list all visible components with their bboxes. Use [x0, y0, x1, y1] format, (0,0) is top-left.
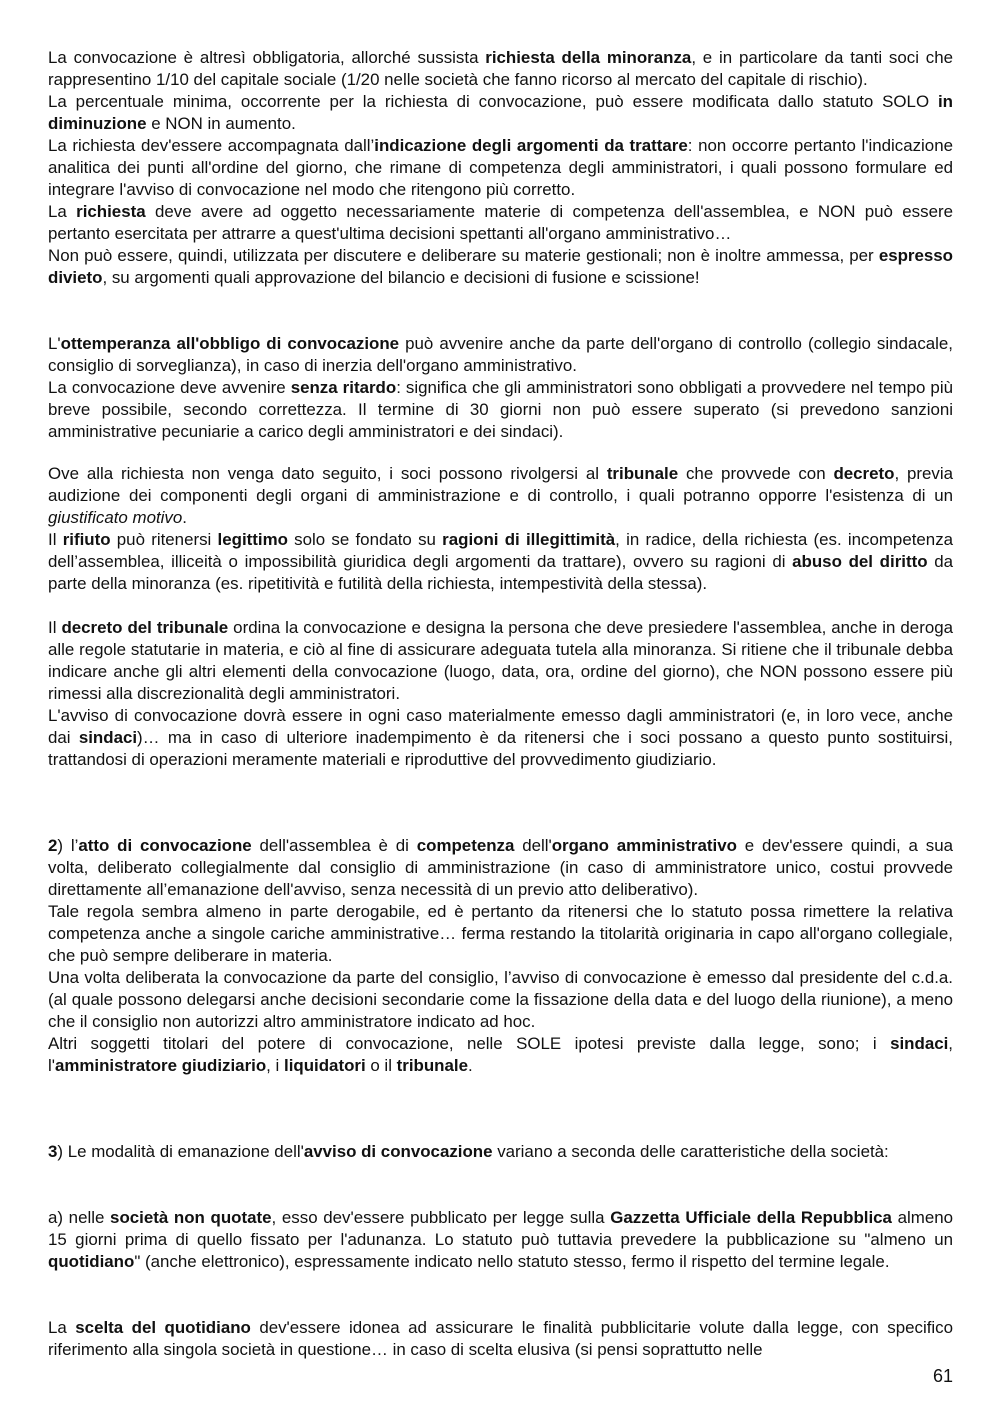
text-line	[48, 901, 953, 967]
paragraph-ottemperanza	[48, 333, 953, 443]
text-run: La richiesta dev'essere accompagnata dall’	[48, 136, 375, 155]
text-run: )… ma in caso di ulteriore inadempimento è da ritenersi che i soci possano a questo punto sostituirsi, trattandosi di operazioni meramente materiali e riproduttive del provvedimento giudiziario.	[48, 728, 954, 769]
text-line	[48, 135, 953, 201]
text-line	[48, 201, 953, 245]
text-line	[48, 1317, 953, 1361]
text-run: .	[467, 1056, 473, 1075]
text-line	[48, 377, 953, 443]
text-run: .	[182, 508, 187, 527]
bold-text: competenza	[416, 836, 515, 855]
paragraph-societa-non-quotate	[48, 1207, 953, 1273]
bold-text: società non quotate	[110, 1208, 272, 1227]
text-run: Tale regola sembra almeno in parte derogabile, ed è pertanto da ritenersi che lo statuto possa rimettere la relativa competenza anche a singole cariche amministrative… ferma restando la titolarità originaria in capo all'organo collegiale, che può sempre deliberare in materia.	[48, 902, 953, 965]
text-line	[48, 705, 953, 771]
text-run: ) l’	[57, 836, 79, 855]
text-line	[48, 1033, 953, 1077]
bold-text: senza ritardo	[290, 378, 397, 397]
bold-text: sindaci	[78, 728, 138, 747]
text-run: dev'essere idonea ad assicurare le finalità pubblicitarie volute dalla legge, con specifico riferimento alla singola società in questione… in caso di scelta elusiva (si pensi soprattutto nelle	[48, 1318, 953, 1359]
text-run: , esso dev'essere pubblicato per legge sulla	[271, 1208, 611, 1227]
bold-text: espresso divieto	[48, 246, 953, 287]
bold-text: in diminuzione	[48, 92, 953, 133]
text-line	[48, 967, 953, 1033]
text-run: L'	[48, 334, 61, 353]
text-run: , l'	[48, 1034, 953, 1075]
bold-text: amministratore giudiziario	[54, 1056, 267, 1075]
bold-text: richiesta	[76, 202, 146, 221]
bold-text: richiesta della minoranza	[485, 48, 692, 67]
bold-text: abuso del diritto	[792, 552, 928, 571]
text-run: o il	[365, 1056, 397, 1075]
text-line	[48, 617, 953, 705]
text-run: dell'	[514, 836, 552, 855]
text-run: e NON in aumento.	[146, 114, 296, 133]
text-line	[48, 333, 953, 377]
text-run: , in radice, della richiesta (es. incompetenza dell’assemblea, illiceità o impossibilità giuridica degli argomenti da trattare), ovvero su ragioni di	[48, 530, 954, 571]
paragraph-richiesta-minoranza	[48, 47, 953, 289]
text-run: : significa che gli amministratori sono obbligati a provvedere nel tempo più breve possibile, secondo correttezza. Il termine di 30 giorni non può essere superato (si prevedono sanzioni amministrative pecuniarie a carico degli amministratori e dei sindaci).	[48, 378, 953, 441]
bold-text: tribunale	[606, 464, 679, 483]
paragraph-tribunale	[48, 463, 953, 595]
text-run: variano a seconda delle caratteristiche della società:	[492, 1142, 889, 1161]
text-run: , su argomenti quali approvazione del bilancio e decisioni di fusione e scissione!	[102, 268, 700, 287]
text-run: La percentuale minima, occorrente per la richiesta di convocazione, può essere modificata dallo statuto SOLO	[48, 92, 938, 111]
text-line	[48, 1141, 953, 1163]
paragraph-decreto-tribunale	[48, 617, 953, 771]
text-run: La	[48, 202, 77, 221]
text-run: Il	[48, 530, 63, 549]
text-run: che provvede con	[678, 464, 834, 483]
bold-text: Gazzetta Ufficiale della Repubblica	[610, 1208, 892, 1227]
page-number: 61	[932, 1366, 953, 1386]
bold-text: 3	[48, 1142, 58, 1161]
paragraph-scelta-quotidiano	[48, 1317, 953, 1361]
text-run: almeno 15 giorni prima di quello fissato per l'adunanza. Lo statuto può tuttavia prevedere la pubblicazione su "almeno un	[48, 1208, 954, 1249]
text-run: ) Le modalità di emanazione dell'	[57, 1142, 304, 1161]
text-run: ordina la convocazione e designa la persona che deve presiedere l'assemblea, anche in deroga alle regole statutarie in materia, e ciò al fine di assicurare adeguata tutela alla minoranza. Si ritiene che il tribunale debba indicare anche gli altri elementi della convocazione (luogo, data, ora, ordine del giorno), che NON possono essere più rimessi alla discrezionalità degli amministratori.	[48, 618, 953, 703]
text-run: solo se fondato su	[287, 530, 443, 549]
paragraph-modalita-avviso	[48, 1141, 953, 1163]
text-line	[48, 1207, 953, 1273]
text-run: L'avviso di convocazione dovrà essere in ogni caso materialmente emesso dagli amministratori (e, in loro vece, anche dai	[48, 706, 953, 747]
bold-text: rifiuto	[62, 530, 111, 549]
bold-text: legittimo	[217, 530, 288, 549]
text-run: e dev'essere quindi, a sua volta, deliberato collegialmente dal consiglio di amministrazione (in caso di amministratore unico, costui provvede direttamente all’emanazione dell'avviso, senza necessità di un previo atto deliberativo).	[48, 836, 954, 899]
text-run: La convocazione deve avvenire	[48, 378, 291, 397]
text-run: La	[48, 1318, 76, 1337]
bold-text: avviso di convocazione	[303, 1142, 493, 1161]
text-run: , i	[266, 1056, 285, 1075]
bold-text: indicazione degli argomenti da trattare	[374, 136, 688, 155]
text-run: , e in particolare da tanti soci che rappresentino 1/10 del capitale sociale (1/20 nelle società che fanno ricorso al mercato del capitale di rischio).	[48, 48, 953, 89]
text-run: Non può essere, quindi, utilizzata per discutere e deliberare su materie gestionali; non è inoltre ammessa, per	[48, 246, 879, 265]
text-line	[48, 91, 953, 135]
text-run: " (anche elettronico), espressamente indicato nello statuto stesso, fermo il rispetto del termine legale.	[134, 1252, 890, 1271]
text-run: Il	[48, 618, 62, 637]
text-run: , previa audizione dei componenti degli organi di amministrazione e di controllo, i quali potranno opporre l'esistenza di un	[48, 464, 953, 505]
bold-text: scelta del quotidiano	[75, 1318, 251, 1337]
text-run: dell'assemblea è di	[251, 836, 417, 855]
text-run: : non occorre pertanto l'indicazione analitica dei punti all'ordine del giorno, che rimane di competenza degli amministratori, i quali possono formulare ed integrare l'avviso di convocazione nel modo che ritengono più corretto.	[48, 136, 953, 199]
bold-text: atto di convocazione	[78, 836, 252, 855]
bold-text: liquidatori	[284, 1056, 366, 1075]
bold-text: 2	[48, 836, 58, 855]
text-run: a) nelle	[48, 1208, 111, 1227]
bold-text: decreto	[833, 464, 895, 483]
bold-text: sindaci	[890, 1034, 949, 1053]
bold-text: decreto del tribunale	[61, 618, 229, 637]
text-run: La convocazione è altresì obbligatoria, allorché sussista	[48, 48, 486, 67]
paragraph-atto-convocazione	[48, 835, 953, 1077]
text-line	[48, 47, 953, 91]
text-line	[48, 835, 953, 901]
text-line	[48, 463, 953, 529]
text-run: può ritenersi	[110, 530, 218, 549]
text-run: da parte della minoranza (es. ripetitività e futilità della richiesta, intempestività della stessa).	[48, 552, 954, 593]
bold-text: ottemperanza all'obbligo di convocazione	[60, 334, 400, 353]
bold-text: organo amministrativo	[551, 836, 737, 855]
text-run: deve avere ad oggetto necessariamente materie di competenza dell'assemblea, e NON può essere pertanto esercitata per attrarre a quest'ultima decisioni spettanti all'organo amministrativo…	[48, 202, 953, 243]
italic-text: giustificato motivo	[48, 508, 183, 527]
text-run: Altri soggetti titolari del potere di convocazione, nelle SOLE ipotesi previste dalla legge, sono; i	[48, 1034, 891, 1053]
text-run: può avvenire anche da parte dell'organo di controllo (collegio sindacale, consiglio di sorveglianza), in caso di inerzia dell'organo amministrativo.	[48, 334, 953, 375]
text-line	[48, 529, 953, 595]
text-run: Una volta deliberata la convocazione da parte del consiglio, l’avviso di convocazione è emesso dal presidente del c.d.a. (al quale possono delegarsi anche decisioni secondarie come la fissazione della data e del luogo della riunione), a meno che il consiglio non autorizzi altro amministratore indicato ad hoc.	[48, 968, 953, 1031]
bold-text: tribunale	[396, 1056, 468, 1075]
bold-text: ragioni di illegittimità	[442, 530, 616, 549]
bold-text: quotidiano	[48, 1252, 135, 1271]
text-run: Ove alla richiesta non venga dato seguito, i soci possono rivolgersi al	[48, 464, 607, 483]
text-line	[48, 245, 953, 289]
